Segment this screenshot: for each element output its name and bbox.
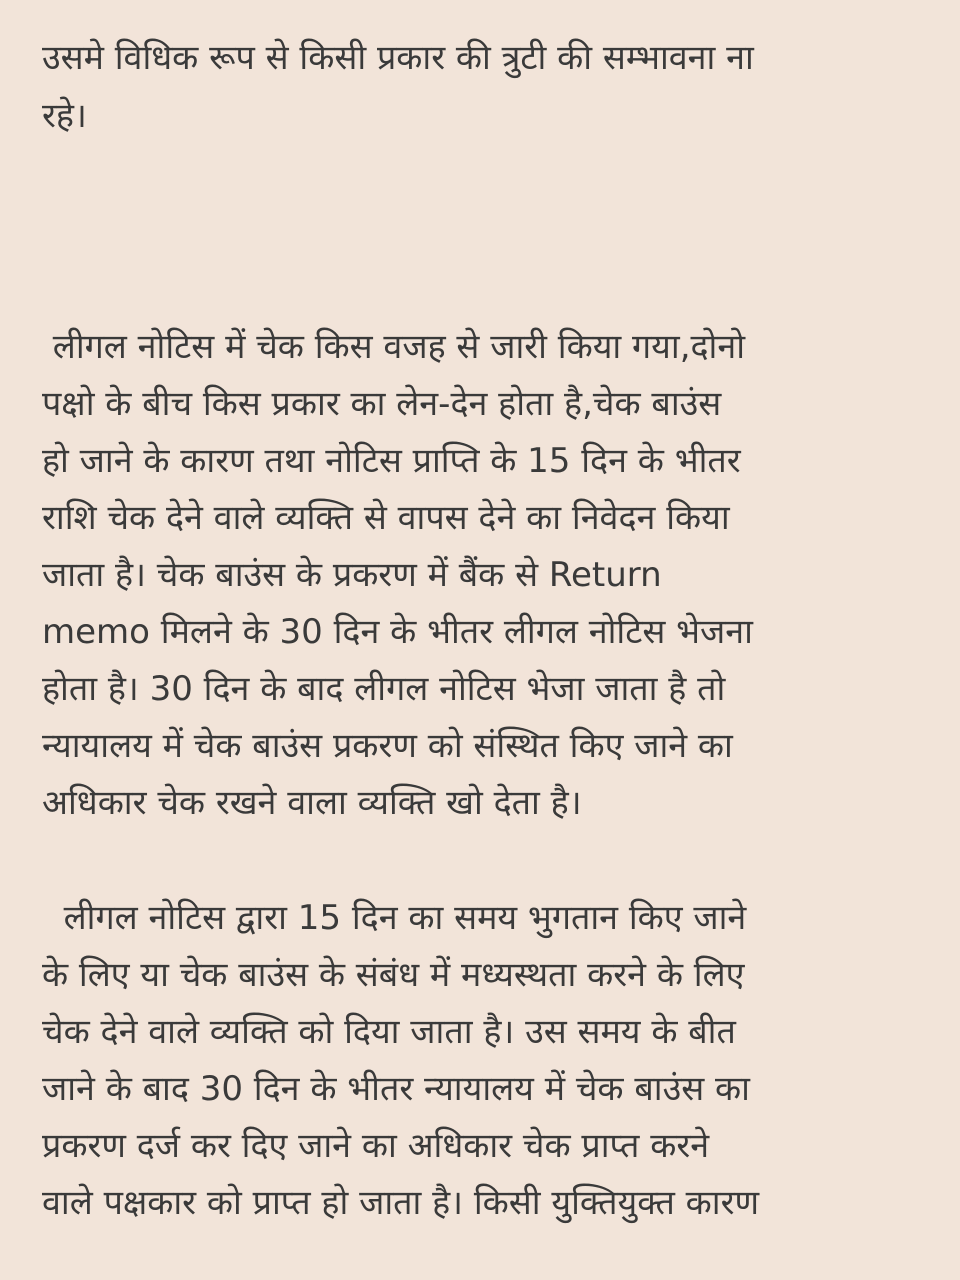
text-line: अधिकार चेक रखने वाला व्यक्ति खो देता है। [42, 783, 582, 823]
text-line: जाता है। चेक बाउंस के प्रकरण में बैंक से Return [42, 555, 662, 595]
text-line: memo मिलने के 30 दिन के भीतर लीगल नोटिस भेजना [42, 612, 753, 652]
text-line: वाले पक्षकार को प्राप्त हो जाता है। किसी युक्तियुक्त कारण [42, 1183, 760, 1223]
text-line: लीगल नोटिस में चेक किस वजह से जारी किया गया,दोनो [42, 327, 746, 367]
text-line: जाने के बाद 30 दिन के भीतर न्यायालय में चेक बाउंस का [42, 1069, 750, 1109]
text-line: चेक देने वाले व्यक्ति को दिया जाता है। उस समय के बीत [42, 1012, 736, 1052]
text-line: न्यायालय में चेक बाउंस प्रकरण को संस्थित किए जाने का [42, 726, 733, 766]
text-line: हो जाने के कारण तथा नोटिस प्राप्ति के 15 दिन के भीतर [42, 441, 741, 481]
text-line: लीगल नोटिस द्वारा 15 दिन का समय भुगतान किए जाने [42, 898, 747, 938]
text-line: होता है। 30 दिन के बाद लीगल नोटिस भेजा जाता है तो [42, 669, 726, 709]
text-line: के लिए या चेक बाउंस के संबंध में मध्यस्थता करने के लिए [42, 955, 745, 995]
text-line: उसमे विधिक रूप से किसी प्रकार की त्रुटी की सम्भावना ना [42, 38, 754, 78]
text-line: प्रकरण दर्ज कर दिए जाने का अधिकार चेक प्राप्त करने [42, 1126, 710, 1166]
text-line: राशि चेक देने वाले व्यक्ति से वापस देने का निवेदन किया [42, 498, 730, 538]
text-line: पक्षो के बीच किस प्रकार का लेन-देन होता है,चेक बाउंस [42, 384, 722, 424]
text-line: रहे। [42, 96, 87, 136]
